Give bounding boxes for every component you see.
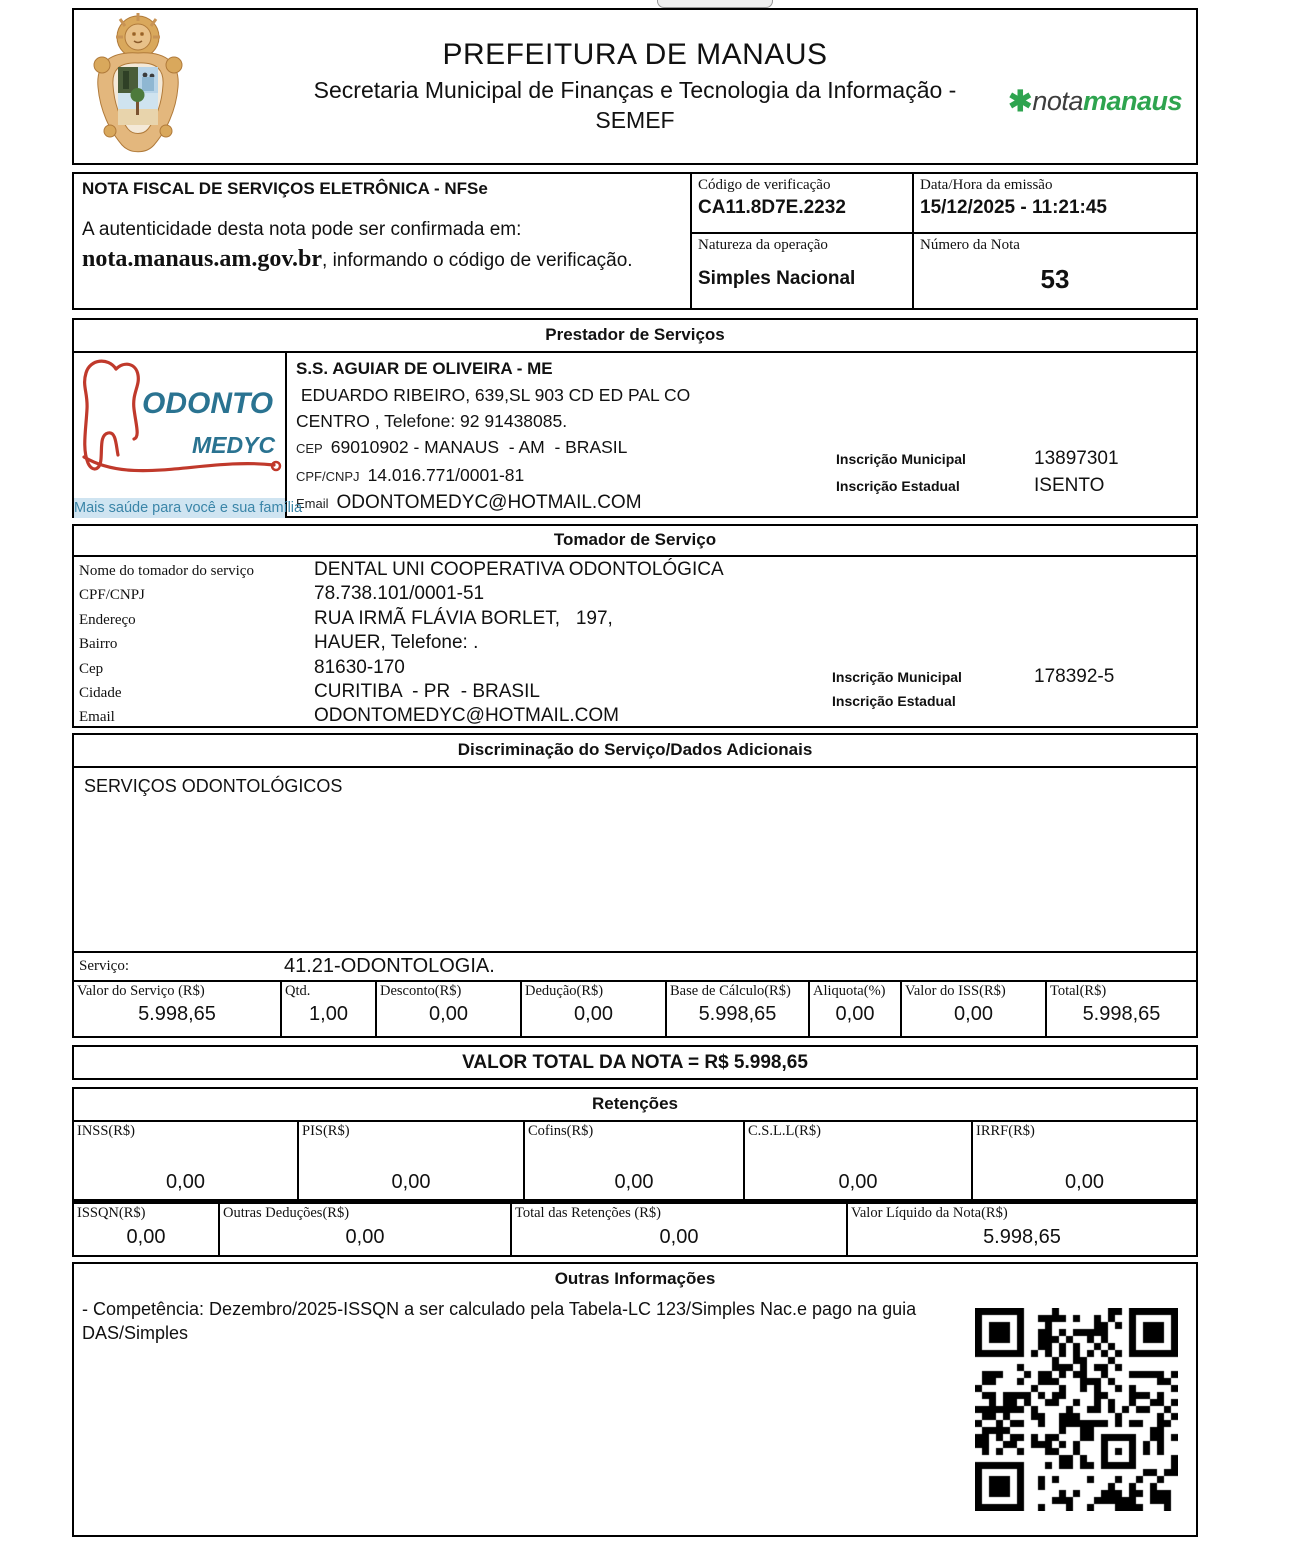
provider-name: S.S. AGUIAR DE OLIVEIRA - ME (296, 359, 553, 378)
municipal-registration-value: 13897301 (1034, 448, 1119, 469)
brand-manaus-text: manaus (1082, 86, 1182, 116)
value-col-aliquota (810, 982, 902, 1036)
municipal-registration-row (832, 666, 1184, 693)
withholding-issqn (74, 1204, 220, 1255)
withholdings-row1 (74, 1122, 1196, 1199)
verification-code-value: CA11.8D7E.2232 (698, 197, 846, 218)
col-header: Base de Cálculo(R$) (670, 983, 791, 999)
col-value: 0,00 (838, 1171, 878, 1193)
col-value: 0,00 (126, 1226, 166, 1248)
col-value: 5.998,65 (1082, 1003, 1161, 1025)
col-value: 5.998,65 (698, 1003, 777, 1025)
municipal-registration-label: Inscrição Municipal (836, 451, 966, 467)
state-registration-label: Inscrição Estadual (836, 478, 960, 494)
col-header: Valor do ISS(R$) (905, 983, 1006, 999)
provider-section (72, 318, 1198, 518)
col-header: Cofins(R$) (528, 1123, 594, 1139)
col-header: Aliquota(%) (813, 983, 886, 999)
other-info-text: - Competência: Dezembro/2025-ISSQN a ser calculado pela Tabela-LC 123/Simples Nac.e pago na guia DAS/Simples (82, 1299, 922, 1344)
auth-prefix: A autenticidade desta nota pode ser confirmada em: (82, 219, 522, 240)
state-registration-value: ISENTO (1034, 475, 1105, 496)
verification-url: nota.manaus.am.gov.br (82, 245, 323, 272)
col-header: Total das Retenções (R$) (515, 1205, 661, 1221)
value-col-servico (74, 982, 282, 1036)
col-value: 0,00 (166, 1171, 205, 1193)
col-value: 5.998,65 (138, 1003, 216, 1025)
col-value: 0,00 (345, 1226, 385, 1248)
service-code-label: Serviço: (79, 958, 129, 974)
odonto-medyc-logo (74, 353, 303, 518)
emission-datetime-label: Data/Hora da emissão (920, 177, 1053, 193)
emission-datetime-value: 15/12/2025 - 11:21:45 (920, 197, 1107, 218)
customer-row-cnpj (74, 583, 1196, 607)
state-registration-row (832, 693, 1184, 720)
customer-registrations (832, 666, 1184, 720)
nfse-info-section (72, 172, 1198, 310)
col-header: Outras Deduções(R$) (223, 1205, 350, 1221)
cep-label: CEP (296, 441, 323, 456)
other-info-section (72, 1262, 1198, 1537)
state-registration-row (836, 475, 1184, 502)
value-col-deducao (522, 982, 667, 1036)
invoice-total-bar: VALOR TOTAL DA NOTA = R$ 5.998,65 (72, 1045, 1198, 1080)
header-section (72, 8, 1198, 165)
col-header: ISSQN(R$) (77, 1205, 146, 1221)
col-value: 0,00 (835, 1003, 875, 1025)
customer-row-address (74, 608, 1196, 632)
cnpj-value: 14.016.771/0001-81 (367, 465, 525, 485)
row-value: HAUER, Telefone: . (314, 632, 479, 654)
value-col-desconto (377, 982, 522, 1036)
withholdings-row2 (72, 1201, 1198, 1257)
net-value (848, 1204, 1196, 1255)
nfse-right-column (914, 174, 1196, 308)
manaus-coat-of-arms (90, 13, 186, 165)
logo-medyc-text: MEDYC (192, 432, 276, 458)
cep-value: 69010902 - MANAUS - AM - BRASIL (330, 437, 628, 457)
row-value: ODONTOMEDYC@HOTMAIL.COM (314, 705, 620, 727)
nfse-auth-cell (74, 174, 692, 308)
provider-section-title: Prestador de Serviços (74, 320, 1196, 353)
col-value: 5.998,65 (983, 1226, 1061, 1248)
emission-datetime-cell (914, 174, 1196, 234)
customer-section-title: Tomador de Serviço (74, 526, 1196, 557)
row-label: Nome do tomador do serviço (79, 563, 254, 579)
col-header: PIS(R$) (302, 1123, 350, 1139)
value-col-qtd (282, 982, 377, 1036)
nfse-mid-column (692, 174, 914, 308)
provider-registrations (836, 448, 1184, 502)
service-code-value: 41.21-ODONTOLOGIA. (284, 955, 495, 977)
row-value: CURITIBA - PR - BRASIL (314, 680, 540, 702)
other-info-title: Outras Informações (554, 1269, 716, 1288)
provider-address: EDUARDO RIBEIRO, 639,SL 903 CD ED PAL CO (296, 385, 691, 405)
col-value: 0,00 (614, 1171, 654, 1193)
col-header: IRRF(R$) (976, 1123, 1035, 1139)
value-col-iss (902, 982, 1047, 1036)
row-label: CPF/CNPJ (79, 587, 145, 604)
service-description-content: SERVIÇOS ODONTOLÓGICOS (84, 776, 343, 796)
provider-content (74, 353, 1196, 518)
col-header: C.S.L.L(R$) (748, 1123, 821, 1139)
qr-code (975, 1308, 1178, 1511)
municipal-registration-value: 178392-5 (1034, 666, 1115, 687)
withholdings-section (72, 1087, 1198, 1201)
col-value: 0,00 (391, 1171, 431, 1193)
nfse-title: NOTA FISCAL DE SERVIÇOS ELETRÔNICA - NFSe (82, 179, 488, 198)
col-value: 0,00 (1065, 1171, 1104, 1193)
withholdings-title: Retenções (74, 1089, 1196, 1122)
invoice-number-cell (914, 234, 1196, 308)
col-header: Valor Líquido da Nota(R$) (851, 1205, 1008, 1221)
col-header: Qtd. (285, 983, 311, 999)
brand-nota-text: nota (1032, 86, 1083, 116)
withholding-total-retencoes (512, 1204, 848, 1255)
cropped-toolbar-button[interactable] (657, 0, 773, 8)
col-header: Dedução(R$) (525, 983, 604, 999)
invoice-number-label: Número da Nota (920, 237, 1020, 253)
col-header: Total(R$) (1050, 983, 1107, 999)
operation-nature-label: Natureza da operação (698, 237, 828, 253)
withholding-irrf (973, 1122, 1196, 1199)
logo-tagline: Mais saúde para você e sua família (74, 500, 303, 516)
col-value: 0,00 (659, 1226, 699, 1248)
col-value: 1,00 (309, 1003, 348, 1025)
withholding-outras-deducoes (220, 1204, 512, 1255)
logo-odonto-text: ODONTO (142, 387, 274, 420)
service-description-section (72, 733, 1198, 1038)
page-subtitle: Secretaria Municipal de Finanças e Tecnologia da Informação - SEMEF (313, 77, 957, 133)
withholding-inss (74, 1122, 299, 1199)
row-label: Cep (79, 660, 104, 677)
row-value: 78.738.101/0001-51 (314, 583, 485, 605)
row-value: RUA IRMÃ FLÁVIA BORLET, 197, (314, 607, 613, 629)
customer-row-district (74, 632, 1196, 656)
operation-nature-cell (692, 234, 912, 308)
operation-nature-value: Simples Nacional (698, 268, 856, 289)
auth-suffix: , informando o código de verificação. (322, 249, 633, 271)
service-description-title: Discriminação do Serviço/Dados Adicionais (74, 735, 1196, 768)
col-header: INSS(R$) (77, 1123, 136, 1139)
invoice-sheet (72, 8, 1198, 1537)
row-label: Email (79, 709, 115, 726)
withholding-csll (745, 1122, 973, 1199)
notamanaus-logo (1008, 84, 1182, 119)
customer-row-name (74, 559, 1196, 583)
row-label: Endereço (79, 611, 136, 628)
email-value: ODONTOMEDYC@HOTMAIL.COM (336, 492, 642, 513)
col-value: 0,00 (429, 1003, 468, 1025)
page-title: PREFEITURA DE MANAUS (442, 38, 828, 71)
row-value: DENTAL UNI COOPERATIVA ODONTOLÓGICA (314, 559, 724, 580)
tooth-logo-graphic (74, 353, 285, 491)
col-header: Valor do Serviço (R$) (77, 983, 205, 999)
municipal-registration-label: Inscrição Municipal (832, 669, 962, 685)
state-registration-label: Inscrição Estadual (832, 693, 956, 709)
row-label: Cidade (79, 684, 122, 701)
row-label: Bairro (79, 636, 118, 653)
customer-section (72, 524, 1198, 728)
nfse-auth-text (82, 217, 682, 275)
verification-code-label: Código de verificação (698, 177, 831, 193)
value-col-base (667, 982, 810, 1036)
values-table (74, 980, 1196, 1036)
invoice-number-value: 53 (1040, 264, 1070, 294)
provider-district-phone: CENTRO , Telefone: 92 91438085. (296, 411, 568, 431)
value-col-total (1047, 982, 1196, 1036)
cnpj-label: CPF/CNPJ (296, 469, 360, 484)
withholding-pis (299, 1122, 525, 1199)
withholding-cofins (525, 1122, 745, 1199)
municipal-registration-row (836, 448, 1184, 475)
service-code-row (74, 951, 1196, 980)
row-value: 81630-170 (314, 656, 405, 678)
col-value: 0,00 (574, 1003, 613, 1025)
verification-code-cell (692, 174, 912, 234)
col-value: 0,00 (954, 1003, 993, 1025)
email-label: Email (296, 496, 329, 511)
col-header: Desconto(R$) (380, 983, 462, 999)
asterisk-icon: ✱ (1008, 86, 1033, 118)
